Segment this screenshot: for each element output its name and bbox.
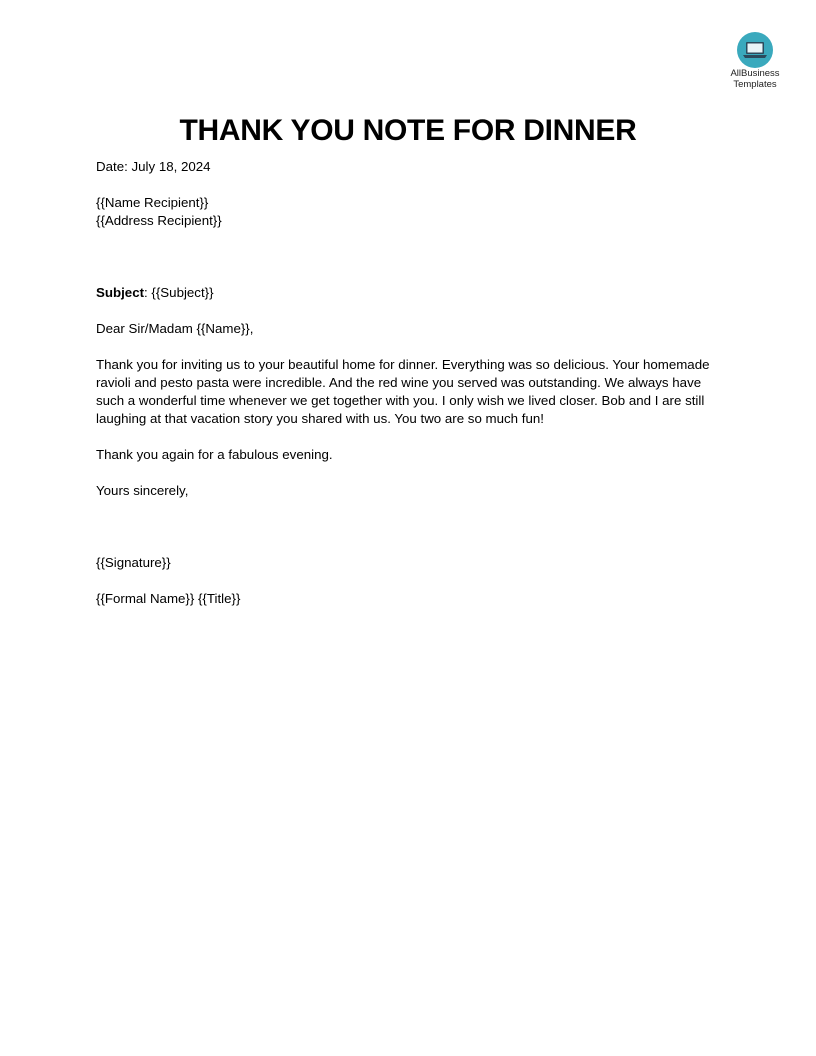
letter-title: THANK YOU NOTE FOR DINNER <box>179 114 637 147</box>
logo-name-line2: Templates <box>733 79 777 90</box>
salutation: Dear Sir/Madam {{Name}}, <box>96 321 254 336</box>
laptop-icon <box>737 32 773 68</box>
subject-label: Subject <box>96 285 145 300</box>
recipient-address: {{Address Recipient}} <box>96 213 222 228</box>
subject-line <box>96 284 724 302</box>
letter-content <box>96 158 724 608</box>
subject-value: : {{Subject}} <box>144 285 214 300</box>
signature: {{Signature}} <box>96 555 171 570</box>
letter-date: Date: July 18, 2024 <box>96 159 211 174</box>
company-logo <box>722 32 788 90</box>
closing: Yours sincerely, <box>96 483 189 498</box>
recipient-name: {{Name Recipient}} <box>96 195 209 210</box>
logo-name-line1: AllBusiness <box>730 68 780 79</box>
letter-body: Thank you for inviting us to your beautiful home for dinner. Everything was so delicious. Your homemade ravioli and pesto pasta were incredible. And the red wine you served was outstanding. We always have such a wonderful time whenever we get together with you. I only wish we lived closer. Bob and I are still laughing at that vacation story you shared with us. You two are so much fun! <box>96 357 710 426</box>
formal-name-title: {{Formal Name}} {{Title}} <box>96 591 241 606</box>
thanks-again: Thank you again for a fabulous evening. <box>96 447 333 462</box>
